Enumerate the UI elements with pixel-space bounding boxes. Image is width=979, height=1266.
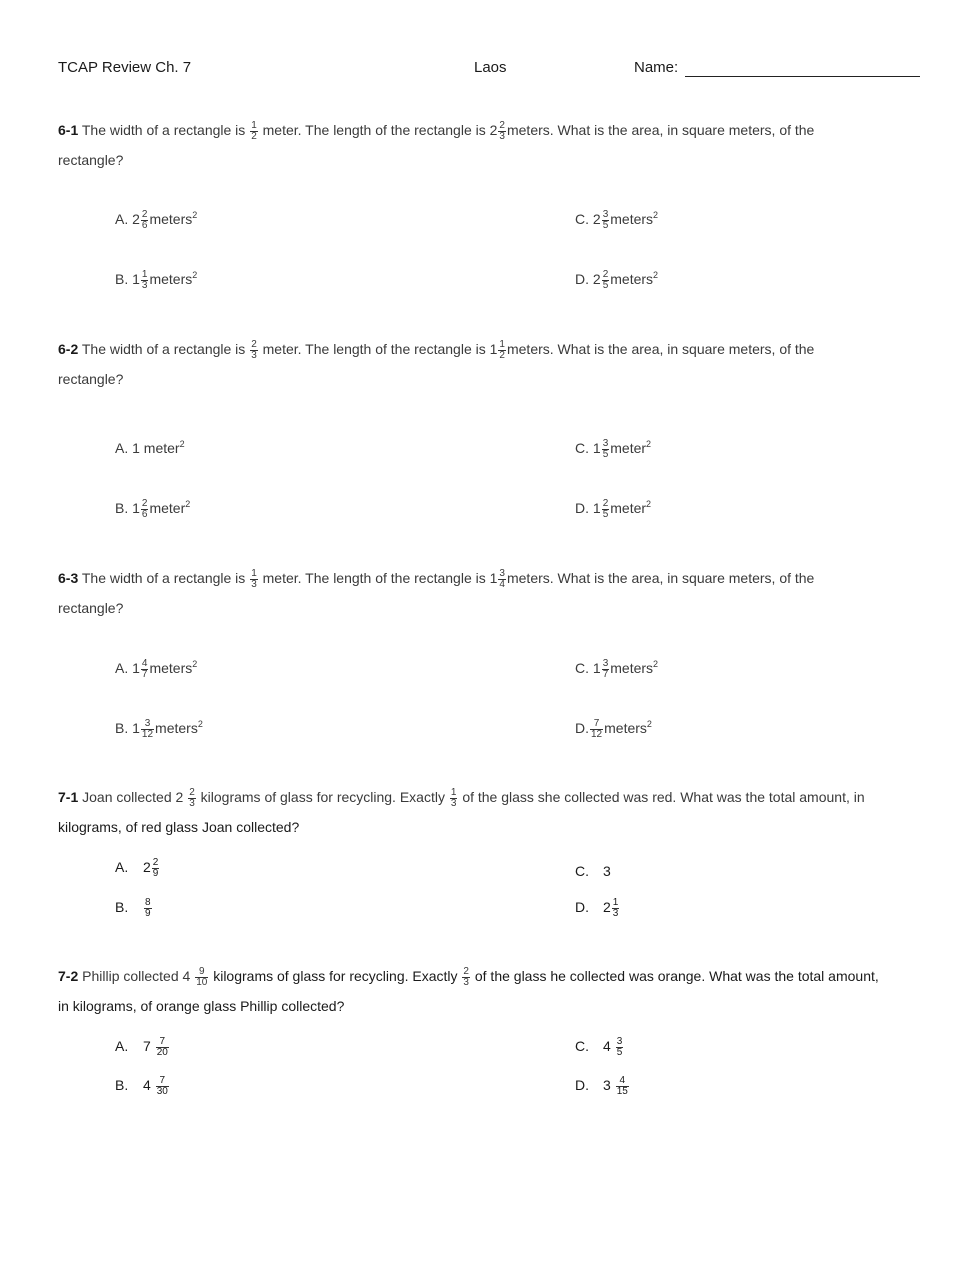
question-text: 6-1 The width of a rectangle is $\frac{1}{2}$ meter. The length of the rectangle is 2 $\frac{2}{3}$ meters. What is the area, in square meters, of the <box>58 119 815 142</box>
answer-option-b[interactable]: B. 4 $\frac{7}{30}$ <box>115 1074 168 1097</box>
answer-option-c[interactable]: C. 4 $\frac{3}{5}$ <box>575 1035 623 1058</box>
question-text: 6-2 The width of a rectangle is $\frac{2}{3}$ meter. The length of the rectangle is 1 $\frac{1}{2}$ meters. What is the area, in square meters, of the <box>58 338 815 361</box>
answer-option-b[interactable]: B. $\frac{8}{9}$ <box>115 896 151 919</box>
fraction: $\frac{3}{4}$ <box>499 567 505 590</box>
fraction: $\frac{2}{3}$ <box>463 965 469 988</box>
question-number: 7-1 <box>58 789 79 805</box>
question-text: 7-1 Joan collected 2 $\frac{2}{3}$ kilograms of glass for recycling. Exactly $\frac{1}{3}$ of the glass she collected was red. What was the total amount, in <box>58 786 865 809</box>
question-number: 6-2 <box>58 341 79 357</box>
answer-option-a[interactable]: A. 2 $\frac{2}{6}$ meters$^2$ <box>115 208 198 231</box>
fraction: $\frac{1}{3}$ <box>251 567 257 590</box>
answer-option-a[interactable]: A. 1 $\frac{4}{7}$ meters$^2$ <box>115 657 198 680</box>
fraction: $\frac{1}{2}$ <box>251 119 257 142</box>
answer-option-c[interactable]: C. 1 $\frac{3}{5}$ meter$^2$ <box>575 437 652 460</box>
answer-option-c[interactable]: C. 2 $\frac{3}{5}$ meters$^2$ <box>575 208 659 231</box>
answer-option-d[interactable]: D. $\frac{7}{12}$ meters$^2$ <box>575 717 652 740</box>
fraction: $\frac{2}{3}$ <box>499 119 505 142</box>
answer-option-d[interactable]: D. 2 $\frac{1}{3}$ <box>575 896 619 919</box>
answer-option-b[interactable]: B. 1 $\frac{3}{12}$ meters$^2$ <box>115 717 203 740</box>
question-number: 6-3 <box>58 570 79 586</box>
fraction: $\frac{9}{10}$ <box>196 965 208 988</box>
teacher-name: Laos <box>474 59 507 76</box>
answer-option-d[interactable]: D. 1 $\frac{2}{5}$ meter$^2$ <box>575 497 652 520</box>
name-label: Name: <box>634 59 679 76</box>
fraction: $\frac{2}{3}$ <box>189 786 195 809</box>
answer-option-a[interactable]: A. 2 $\frac{2}{9}$ <box>115 856 159 879</box>
worksheet-header <box>58 59 920 81</box>
answer-option-b[interactable]: B. 1 $\frac{1}{3}$ meters$^2$ <box>115 268 198 291</box>
answer-option-b[interactable]: B. 1 $\frac{2}{6}$ meter$^2$ <box>115 497 191 520</box>
answer-option-a[interactable]: A. 7 $\frac{7}{20}$ <box>115 1035 168 1058</box>
fraction: $\frac{1}{3}$ <box>450 786 457 809</box>
answer-option-d[interactable]: D. 2 $\frac{2}{5}$ meters$^2$ <box>575 268 659 291</box>
answer-option-c[interactable]: C. 1 $\frac{3}{7}$ meters$^2$ <box>575 657 659 680</box>
question-text: 7-2 Phillip collected 4 $\frac{9}{10}$ kilograms of glass for recycling. Exactly $\frac{2}{3}$ of the glass he collected was orange. What was the total amount, <box>58 965 879 988</box>
answer-option-a[interactable]: A. 1 meter$^2$ <box>115 439 185 456</box>
question-text: 6-3 The width of a rectangle is $\frac{1}{3}$ meter. The length of the rectangle is 1 $\frac{3}{4}$ meters. What is the area, in square meters, of the <box>58 567 815 590</box>
fraction: $\frac{2}{3}$ <box>251 338 257 361</box>
name-blank-line <box>685 59 920 77</box>
answer-option-c[interactable]: C. 3 <box>575 863 611 879</box>
fraction: $\frac{1}{2}$ <box>499 338 505 361</box>
question-number: 7-2 <box>58 968 79 984</box>
question-number: 6-1 <box>58 122 79 138</box>
worksheet-title: TCAP Review Ch. 7 <box>58 59 192 76</box>
answer-option-d[interactable]: D. 3 $\frac{4}{15}$ <box>575 1074 628 1097</box>
